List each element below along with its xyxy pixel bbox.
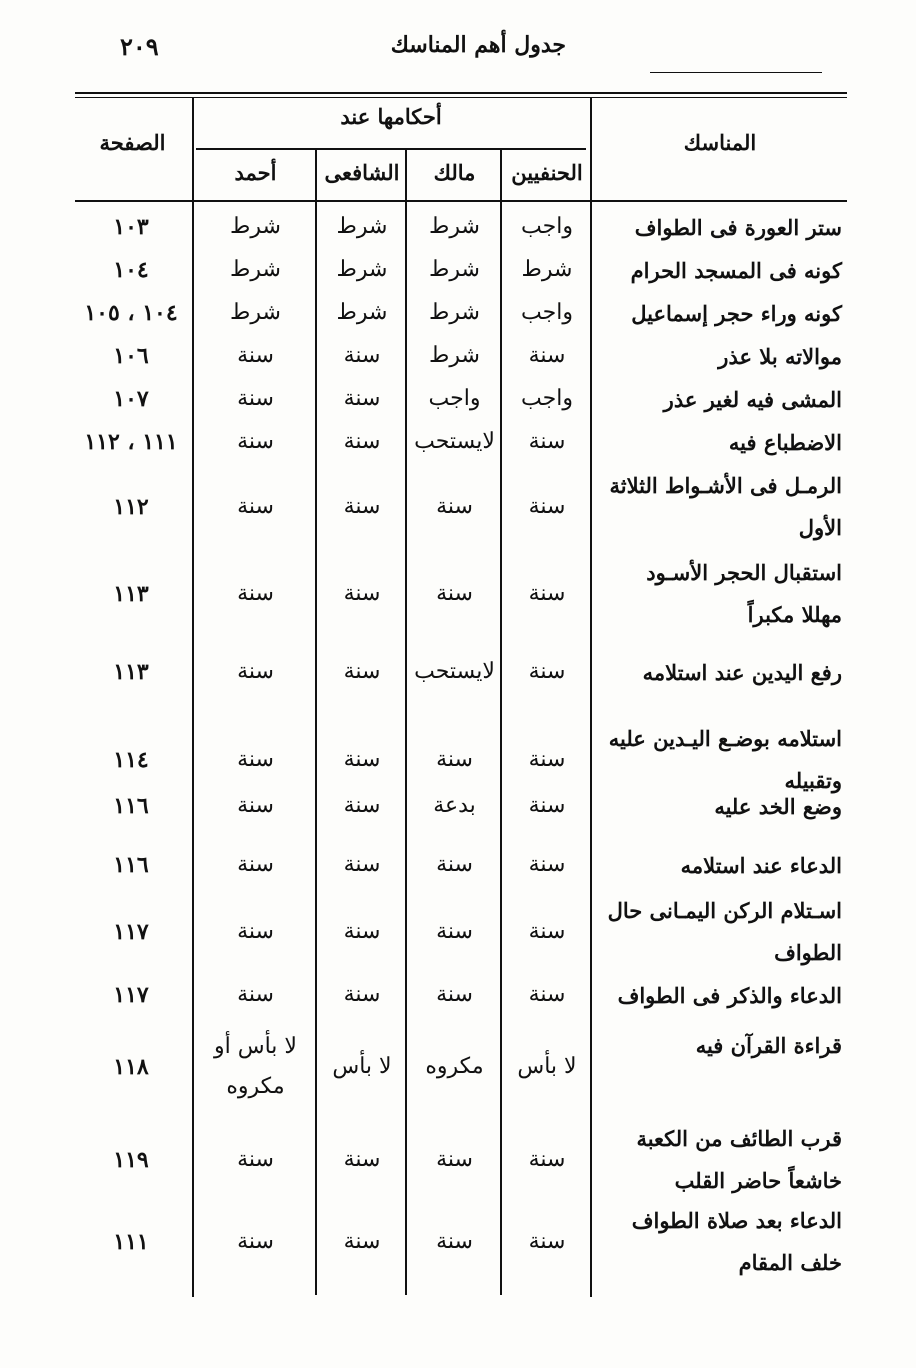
page-reference: ١٠٤ bbox=[113, 257, 149, 283]
ruling-shafii: لا بأس bbox=[332, 1054, 392, 1079]
rite-name: الدعاء والذكر فى الطواف bbox=[617, 983, 842, 1008]
rite-name: موالاته بلا عذر bbox=[718, 344, 842, 369]
ruling-maliki: شرط bbox=[429, 343, 480, 368]
ruling-shafii: سنة bbox=[343, 793, 381, 818]
ruling-ahmad: شرط bbox=[230, 214, 281, 239]
ruling-hanafi: واجب bbox=[521, 300, 573, 325]
page-reference: ١١٦ bbox=[113, 793, 149, 819]
table-top-rule-2 bbox=[75, 97, 847, 98]
ruling-shafii: سنة bbox=[343, 1147, 381, 1172]
ruling-ahmad: سنة bbox=[237, 429, 274, 454]
header-shafii: الشافعى bbox=[324, 160, 400, 185]
ruling-ahmad: سنة bbox=[237, 919, 274, 944]
page-reference: ١١٣ bbox=[113, 659, 149, 685]
ruling-ahmad: سنة bbox=[237, 1147, 274, 1172]
col-rule-ahmad bbox=[192, 97, 194, 1297]
page-reference: ١٠٧ bbox=[113, 386, 149, 412]
ruling-maliki: شرط bbox=[429, 300, 480, 325]
ruling-ahmad: سنة bbox=[237, 747, 274, 772]
ruling-ahmad: شرط bbox=[230, 300, 281, 325]
ruling-hanafi: سنة bbox=[528, 659, 566, 684]
rite-name: قراءة القرآن فيه bbox=[695, 1033, 842, 1058]
ruling-ahmad: سنة bbox=[237, 982, 274, 1007]
rite-name: كونه فى المسجد الحرام bbox=[630, 258, 842, 283]
rite-name: قرب الطائف من الكعبة خاشعاً حاضر القلب bbox=[636, 1126, 842, 1193]
header-rulings-group: أحكامها عند bbox=[340, 104, 442, 129]
page-reference: ١١٩ bbox=[113, 1147, 149, 1173]
ruling-maliki: سنة bbox=[436, 919, 473, 944]
page-reference: ١١٨ bbox=[113, 1054, 149, 1080]
ruling-shafii: سنة bbox=[343, 581, 381, 606]
ruling-shafii: سنة bbox=[343, 747, 381, 772]
page-reference: ١٠٤ ، ١٠٥ bbox=[84, 300, 178, 326]
ruling-maliki: مكروه bbox=[425, 1054, 484, 1079]
ruling-ahmad: سنة bbox=[237, 1229, 274, 1254]
ruling-shafii: شرط bbox=[336, 214, 388, 239]
ruling-shafii: سنة bbox=[343, 852, 381, 877]
ruling-hanafi: سنة bbox=[528, 494, 566, 519]
page-reference: ١١١ ، ١١٢ bbox=[84, 429, 178, 455]
rite-name: الدعاء عند استلامه bbox=[680, 853, 842, 878]
page-reference: ١١٧ bbox=[113, 982, 149, 1008]
ruling-maliki: سنة bbox=[436, 1229, 473, 1254]
ruling-maliki: لايستحب bbox=[414, 429, 495, 454]
ruling-ahmad: سنة bbox=[237, 343, 274, 368]
header-rule bbox=[650, 72, 822, 73]
ruling-maliki: بدعة bbox=[433, 793, 476, 818]
ruling-hanafi: سنة bbox=[528, 793, 566, 818]
page-number: ٢٠٩ bbox=[120, 32, 159, 61]
ruling-hanafi: سنة bbox=[528, 1147, 566, 1172]
header-ahmad: أحمد bbox=[234, 160, 277, 185]
ruling-ahmad: سنة bbox=[237, 494, 274, 519]
ruling-hanafi: واجب bbox=[521, 214, 573, 239]
rite-name: الدعاء بعد صلاة الطواف خلف المقام bbox=[631, 1208, 842, 1275]
rite-name: رفع اليدين عند استلامه bbox=[642, 660, 842, 685]
rite-name: المشى فيه لغير عذر bbox=[663, 387, 842, 412]
running-title: جدول أهم المناسك bbox=[390, 32, 566, 58]
ruling-ahmad: لا بأس أو مكروه bbox=[214, 1034, 297, 1099]
header-hanafi: الحنفيين bbox=[511, 160, 583, 185]
ruling-shafii: سنة bbox=[343, 982, 381, 1007]
page-reference: ١١٦ bbox=[113, 852, 149, 878]
ruling-shafii: سنة bbox=[343, 659, 381, 684]
ruling-hanafi: سنة bbox=[528, 429, 566, 454]
header-maliki: مالك bbox=[433, 160, 476, 185]
ruling-hanafi: سنة bbox=[528, 1229, 566, 1254]
ruling-maliki: سنة bbox=[436, 581, 473, 606]
ruling-shafii: سنة bbox=[343, 343, 381, 368]
header-rites: المناسك bbox=[683, 130, 757, 155]
ruling-maliki: شرط bbox=[429, 257, 480, 282]
page-reference: ١٠٣ bbox=[113, 214, 149, 240]
ruling-shafii: شرط bbox=[336, 300, 388, 325]
col-rule-maliki bbox=[405, 150, 407, 1295]
ruling-hanafi: سنة bbox=[528, 343, 566, 368]
page-reference: ١١٢ bbox=[113, 494, 149, 520]
ruling-ahmad: سنة bbox=[237, 852, 274, 877]
rite-name: اسـتلام الركن اليمـانى حال الطواف bbox=[607, 898, 842, 965]
rite-name: كونه وراء حجر إسماعيل bbox=[631, 301, 842, 326]
ruling-maliki: واجب bbox=[428, 386, 481, 411]
page-reference: ١٠٦ bbox=[113, 343, 149, 369]
ruling-hanafi: سنة bbox=[528, 581, 566, 606]
ruling-maliki: سنة bbox=[436, 747, 473, 772]
ruling-maliki: سنة bbox=[436, 852, 473, 877]
page-reference: ١١٤ bbox=[113, 747, 149, 773]
ruling-hanafi: واجب bbox=[521, 386, 573, 411]
ruling-shafii: سنة bbox=[343, 919, 381, 944]
ruling-maliki: شرط bbox=[429, 214, 480, 239]
ruling-shafii: سنة bbox=[343, 386, 381, 411]
ruling-hanafi: سنة bbox=[528, 919, 566, 944]
rulings-group-rule bbox=[196, 148, 586, 150]
ruling-maliki: لايستحب bbox=[414, 659, 495, 684]
ruling-hanafi: لا بأس bbox=[517, 1054, 577, 1079]
ruling-hanafi: شرط bbox=[521, 257, 573, 282]
header-page: الصفحة bbox=[99, 130, 166, 155]
ruling-maliki: سنة bbox=[436, 982, 473, 1007]
ruling-hanafi: سنة bbox=[528, 982, 566, 1007]
ruling-shafii: سنة bbox=[343, 494, 381, 519]
col-rule-shafii bbox=[315, 150, 317, 1295]
ruling-ahmad: سنة bbox=[237, 793, 274, 818]
col-rule-hanafi bbox=[500, 150, 502, 1295]
table-header-bottom-rule bbox=[75, 200, 847, 202]
ruling-hanafi: سنة bbox=[528, 852, 566, 877]
table-top-rule bbox=[75, 92, 847, 94]
rite-name: الاضطباع فيه bbox=[728, 430, 842, 455]
page-reference: ١١١ bbox=[113, 1229, 149, 1255]
ruling-ahmad: سنة bbox=[237, 581, 274, 606]
page-reference: ١١٣ bbox=[113, 581, 149, 607]
ruling-ahmad: سنة bbox=[237, 659, 274, 684]
ruling-hanafi: سنة bbox=[528, 747, 566, 772]
page-reference: ١١٧ bbox=[113, 919, 149, 945]
ruling-maliki: سنة bbox=[436, 494, 473, 519]
ruling-shafii: سنة bbox=[343, 429, 381, 454]
rite-name: استلامه بوضـع اليـدين عليه وتقبيله bbox=[608, 726, 842, 793]
rite-name: وضع الخد عليه bbox=[714, 794, 842, 819]
rite-name: ستر العورة فى الطواف bbox=[634, 215, 842, 240]
ruling-shafii: سنة bbox=[343, 1229, 381, 1254]
col-rule-rites bbox=[590, 97, 592, 1297]
rite-name: الرمـل فى الأشـواط الثلاثة الأول bbox=[609, 473, 842, 540]
ruling-ahmad: شرط bbox=[230, 257, 281, 282]
ruling-maliki: سنة bbox=[436, 1147, 473, 1172]
ruling-shafii: شرط bbox=[336, 257, 388, 282]
rite-name: استقبال الحجر الأسـود مهللا مكبراً bbox=[646, 560, 842, 627]
ruling-ahmad: سنة bbox=[237, 386, 274, 411]
